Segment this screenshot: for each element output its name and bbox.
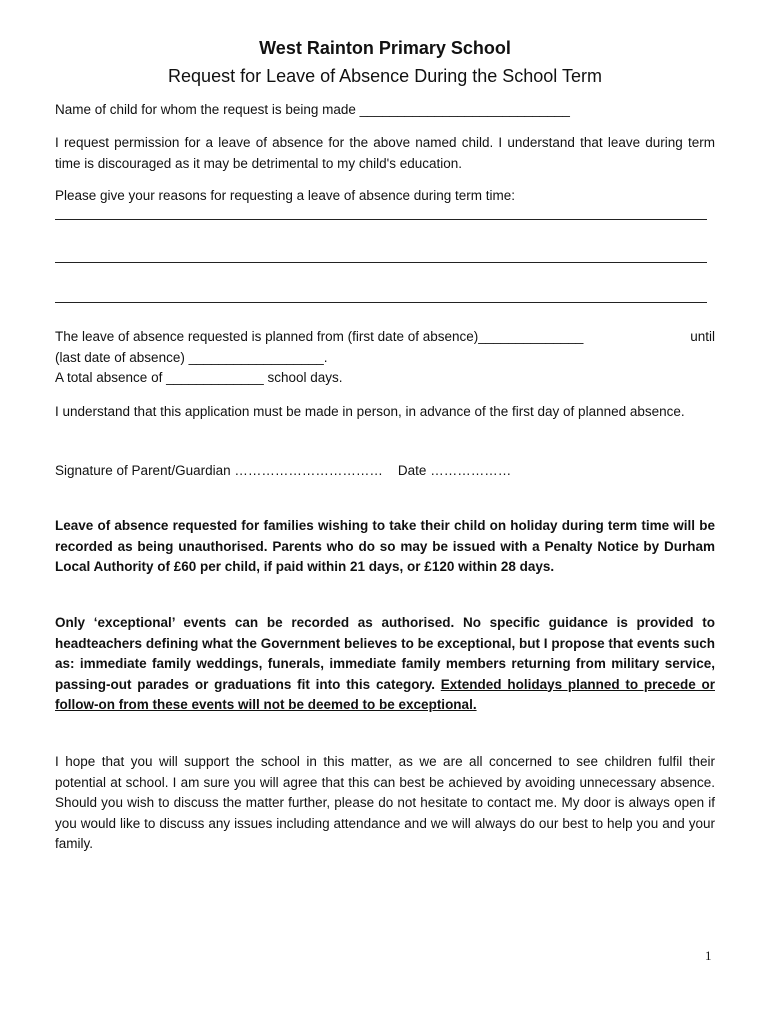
first-date-label: The leave of absence requested is planned from (first date of absence) bbox=[55, 329, 479, 344]
last-date-blank[interactable]: __________________ bbox=[188, 349, 324, 365]
until-label: until bbox=[690, 329, 715, 344]
reason-line-2[interactable] bbox=[55, 262, 707, 263]
total-days-row bbox=[55, 368, 715, 389]
closing-paragraph: I hope that you will support the school in this matter, as we are all concerned to see children fulfil their potential at school. I am sure you will agree that this can best be achieved by avoiding unnecessary absence. Should you wish to discuss the matter further, please do not hesitate to contact me. My door is always open if you would like to discuss any issues including attendance and we will always do our best to help you and your family. bbox=[55, 754, 715, 851]
exceptional-policy-text: Only ‘exceptional’ events can be recorded as authorised. No specific guidance is provided to headteachers defining what the Government believes to be exceptional, but I propose that events such as: immediate family weddings, funerals, immediate family members returning from military service, passing-out parades or graduations fit into this category. bbox=[55, 615, 715, 692]
date-field[interactable]: ……………… bbox=[430, 463, 512, 478]
last-date-row bbox=[55, 348, 715, 369]
reason-line-1[interactable] bbox=[55, 219, 707, 220]
form-title: Request for Leave of Absence During the School Term bbox=[168, 66, 602, 86]
extended-holidays-warning: Extended holidays planned to precede or follow-on from these events will not be deemed to be exceptional. bbox=[55, 676, 715, 712]
page-number: 1 bbox=[705, 948, 712, 963]
exceptional-policy bbox=[55, 613, 715, 716]
school-name: West Rainton Primary School bbox=[259, 38, 511, 58]
first-date-group bbox=[55, 327, 583, 348]
child-name-blank[interactable]: ____________________________ bbox=[359, 102, 570, 117]
child-name-row bbox=[55, 100, 715, 121]
last-date-period: . bbox=[323, 349, 328, 365]
first-date-row bbox=[55, 327, 715, 348]
reasons-prompt: Please give your reasons for requesting a leave of absence during term time: bbox=[55, 188, 516, 203]
last-date-label: (last date of absence) bbox=[55, 349, 185, 365]
application-note: I understand that this application must be made in person, in advance of the first day of planned absence. bbox=[55, 404, 685, 419]
dates-block bbox=[55, 327, 715, 389]
signature-field[interactable]: …………………………… bbox=[234, 463, 383, 478]
unauthorised-policy: Leave of absence requested for families wishing to take their child on holiday during term time will be recorded as being unauthorised. Parents who do so may be issued with a Penalty Notice by Durham Local Authority of £60 per child, if paid within 21 days, or £120 within 28 days. bbox=[55, 518, 715, 574]
permission-statement: I request permission for a leave of absence for the above named child. I understand that leave during term time is discouraged as it may be detrimental to my child's education. bbox=[55, 135, 715, 171]
signature-row bbox=[55, 461, 715, 482]
total-days-unit: school days. bbox=[267, 370, 343, 385]
date-label: Date bbox=[397, 463, 427, 478]
first-date-blank[interactable]: ______________ bbox=[478, 329, 584, 344]
reason-line-3[interactable] bbox=[55, 302, 707, 303]
child-name-label: Name of child for whom the request is being made bbox=[55, 102, 356, 117]
signature-label: Signature of Parent/Guardian bbox=[55, 463, 231, 478]
total-days-label: A total absence of bbox=[55, 370, 163, 385]
total-days-blank[interactable]: _____________ bbox=[166, 370, 264, 385]
